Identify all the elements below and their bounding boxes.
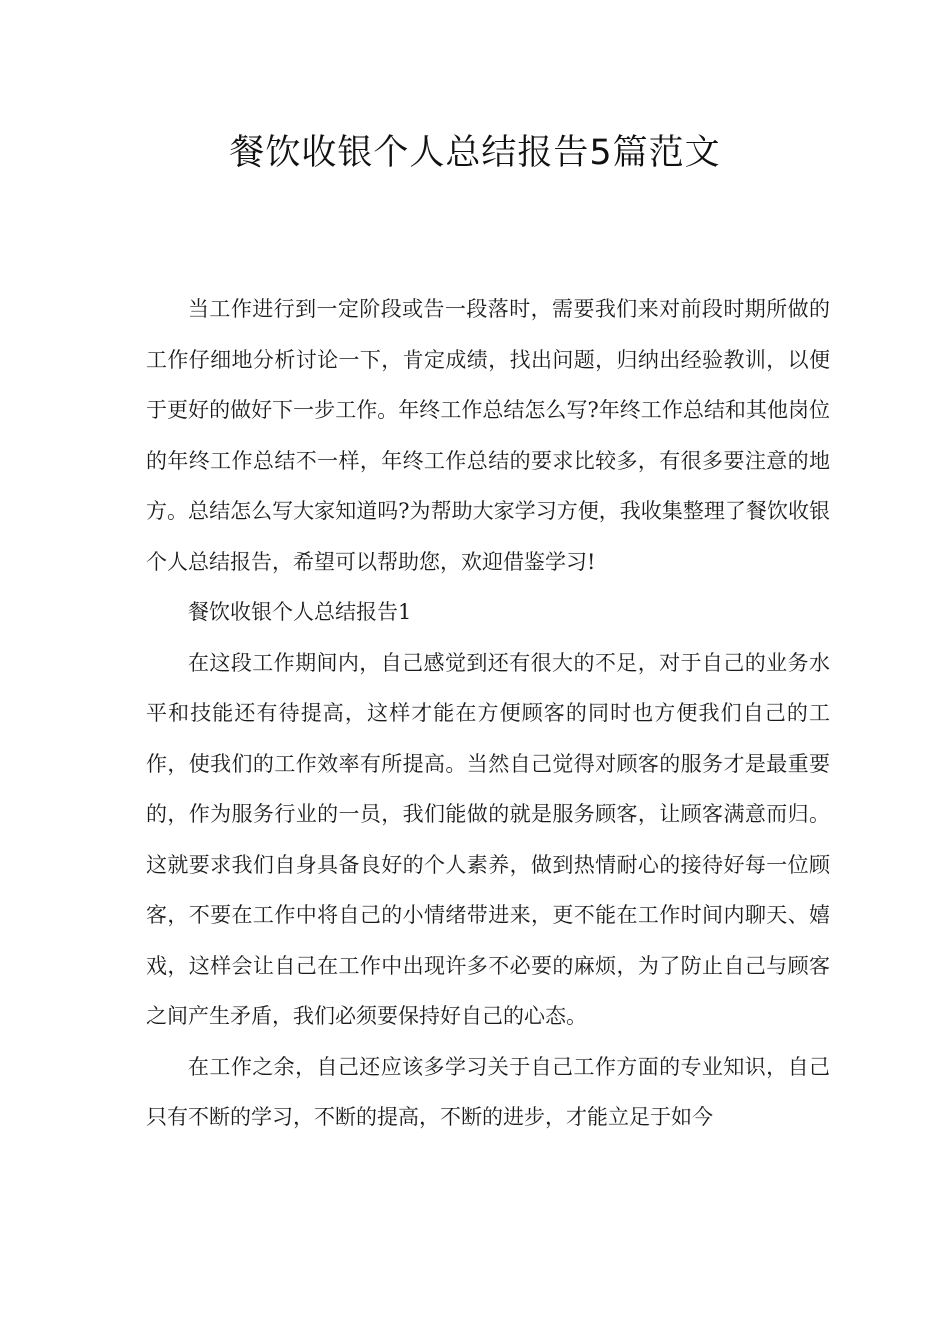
intro-paragraph: 当工作进行到一定阶段或告一段落时，需要我们来对前段时期所做的工作仔细地分析讨论一下，肯定成绩，找出问题，归纳出经验教训，以便于更好的做好下一步工作。年终工作总结怎么写?年终工作总结和其他岗位的年终工作总结不一样，年终工作总结的要求比较多，有很多要注意的地方。总结怎么写大家知道吗?为帮助大家学习方便，我收集整理了餐饮收银个人总结报告，希望可以帮助您，欢迎借鉴学习! xyxy=(146,297,830,574)
report-1-paragraph-2: 在工作之余，自己还应该多学习关于自己工作方面的专业知识，自己只有不断的学习，不断的提高，不断的进步，才能立足于如今 xyxy=(146,1054,830,1129)
section-heading-1: 餐饮收银个人总结报告1 xyxy=(188,600,412,624)
report-1-paragraph-1: 在这段工作期间内，自己感觉到还有很大的不足，对于自己的业务水平和技能还有待提高，这样才能在方便顾客的同时也方便我们自己的工作，使我们的工作效率有所提高。当然自己觉得对顾客的服务才是最重要的，作为服务行业的一员，我们能做的就是服务顾客，让顾客满意而归。这就要求我们自身具备良好的个人素养，做到热情耐心的接待好每一位顾客，不要在工作中将自己的小情绪带进来，更不能在工作时间内聊天、嬉戏，这样会让自己在工作中出现许多不必要的麻烦，为了防止自己与顾客之间产生矛盾，我们必须要保持好自己的心态。 xyxy=(146,650,830,1028)
document-title: 餐饮收银个人总结报告5篇范文 xyxy=(229,133,721,173)
document-body xyxy=(146,284,830,1143)
